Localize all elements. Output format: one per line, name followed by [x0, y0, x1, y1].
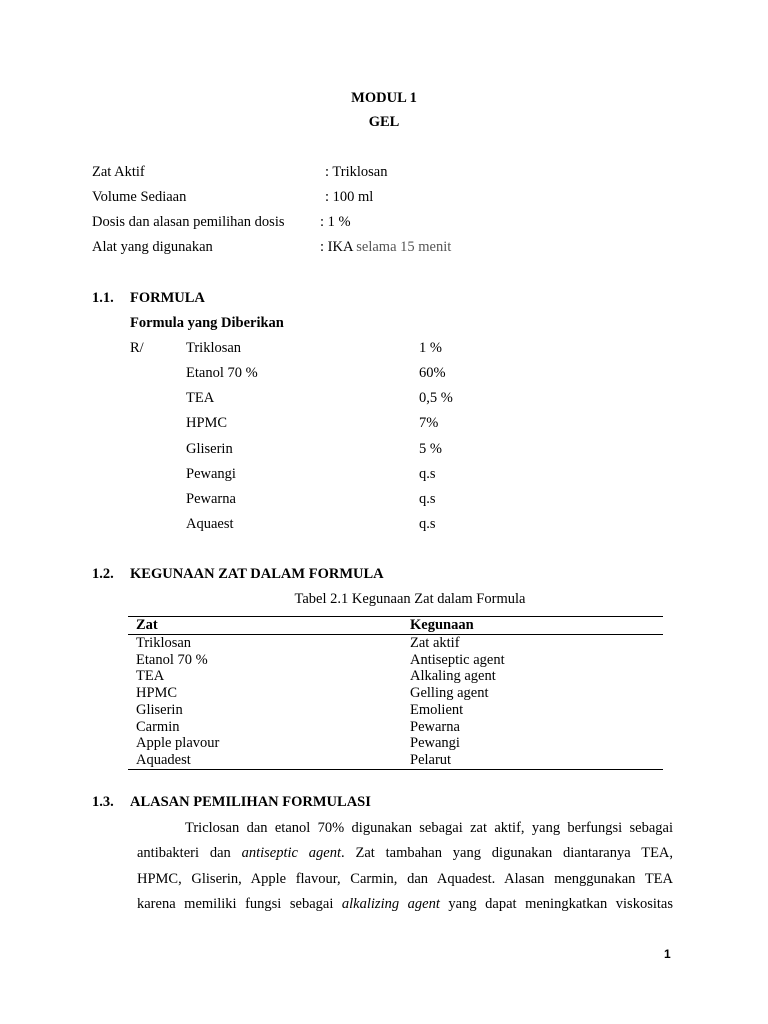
formulation-reason-paragraph: [137, 816, 673, 918]
paragraph-line: HPMC, Gliserin, Apple flavour, Carmin, dan Aquadest. Alasan menggunakan TEA: [137, 870, 673, 887]
table-row: [128, 635, 663, 652]
table-cell-zat: Triklosan: [136, 635, 192, 651]
formula-item-amount: 5 %: [419, 441, 442, 457]
table-cell-kegunaan: Pelarut: [402, 752, 663, 769]
document-title: GEL: [368, 114, 400, 130]
formula-subtitle: Formula yang Diberikan: [130, 315, 284, 331]
section-3-number: 1.3.: [92, 794, 114, 810]
formula-item-name: Pewangi: [186, 466, 236, 482]
formula-item-name: Pewarna: [186, 491, 236, 507]
paragraph-line: antibakteri dan antiseptic agent. Zat tambahan yang digunakan diantaranya TEA,: [137, 845, 674, 862]
table-cell-kegunaan: Zat aktif: [410, 635, 460, 651]
table-cell-zat: TEA: [136, 668, 165, 685]
table-cell-zat: Carmin: [136, 718, 180, 735]
info-value-alat-extra: selama 15 menit: [352, 239, 452, 255]
formula-item-amount: 7%: [419, 415, 439, 431]
table-row: [128, 702, 663, 719]
table-cell-kegunaan: Pewarna: [410, 718, 460, 735]
table-row: [128, 668, 663, 685]
section-2-title: KEGUNAAN ZAT DALAM FORMULA: [130, 566, 384, 582]
info-label-dosis: Dosis dan alasan pemilihan dosis: [92, 214, 285, 230]
paragraph-line: karena memiliki fungsi sebagai alkalizing agent yang dapat meningkatkan viskositas: [137, 896, 673, 913]
module-heading: MODUL 1: [351, 90, 417, 106]
recipe-symbol: R/: [130, 340, 144, 356]
formula-item-name: HPMC: [186, 415, 228, 431]
section-3-title: ALASAN PEMILIHAN FORMULASI: [130, 794, 371, 810]
formula-item-amount: 60%: [419, 365, 446, 381]
table-header-row: [128, 617, 663, 635]
info-value-alat: [320, 238, 451, 256]
paragraph-line: Triclosan dan etanol 70% digunakan sebagai zat aktif, yang berfungsi sebagai: [185, 820, 673, 836]
info-value-alat-main: : IKA: [320, 239, 353, 255]
info-label-zat-aktif: Zat Aktif: [92, 164, 145, 180]
formula-item-amount: 1 %: [419, 340, 442, 356]
table-cell-zat: Apple plavour: [136, 735, 220, 752]
table-cell-zat: Aquadest: [128, 752, 402, 769]
section-1-title: FORMULA: [130, 290, 205, 306]
formula-item-amount: q.s: [419, 516, 436, 532]
kegunaan-table: [128, 616, 663, 770]
table-row: [128, 719, 663, 736]
table-cell-zat: HPMC: [136, 685, 178, 702]
table-row: [128, 652, 663, 669]
table-cell-kegunaan: Gelling agent: [410, 685, 489, 702]
info-value-zat-aktif: : Triklosan: [325, 164, 388, 180]
info-label-alat: Alat yang digunakan: [92, 239, 213, 255]
emphasis-term: alkalizing agent: [341, 896, 440, 913]
table-header-zat: Zat: [128, 617, 402, 635]
section-1-number: 1.1.: [92, 290, 114, 306]
table-cell-kegunaan: Alkaling agent: [410, 668, 496, 685]
page-number: 1: [664, 947, 671, 961]
table-cell-kegunaan: Pewangi: [410, 735, 460, 752]
formula-item-amount: 0,5 %: [419, 390, 453, 406]
table-cell-zat: Gliserin: [136, 701, 183, 718]
info-value-dosis: : 1 %: [320, 214, 351, 230]
table-caption: Tabel 2.1 Kegunaan Zat dalam Formula: [294, 591, 526, 607]
table-cell-kegunaan: Emolient: [410, 701, 464, 718]
table-row: [128, 752, 663, 769]
formula-item-name: Etanol 70 %: [186, 365, 258, 381]
table-header-kegunaan: Kegunaan: [402, 617, 663, 635]
table-cell-kegunaan: Antiseptic agent: [410, 651, 505, 668]
info-value-volume: : 100 ml: [325, 189, 374, 205]
emphasis-term: antiseptic agent: [241, 845, 342, 862]
formula-item-name: Aquaest: [186, 516, 234, 532]
formula-item-name: TEA: [186, 390, 215, 406]
formula-item-name: Triklosan: [186, 340, 242, 356]
formula-item-name: Gliserin: [186, 441, 233, 457]
table-cell-zat: Etanol 70 %: [136, 651, 208, 668]
section-2-number: 1.2.: [92, 566, 114, 582]
info-label-volume: Volume Sediaan: [92, 189, 187, 205]
formula-item-amount: q.s: [419, 466, 436, 482]
table-row: [128, 735, 663, 752]
table-row: [128, 685, 663, 702]
formula-item-amount: q.s: [419, 491, 436, 507]
